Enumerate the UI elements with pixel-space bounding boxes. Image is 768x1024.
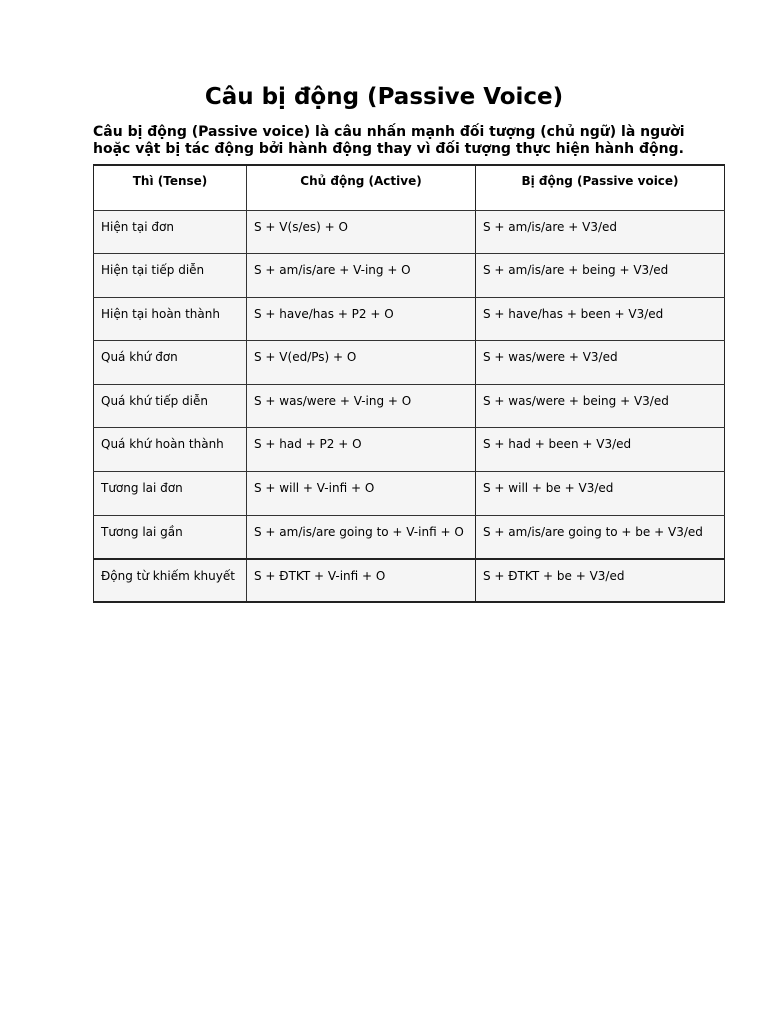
cell-active: S + am/is/are + V-ing + O [247,254,476,298]
table-row [94,428,725,472]
table-header-row [94,165,725,210]
passive-voice-table [93,164,725,603]
cell-tense: Tương lai đơn [94,472,247,516]
cell-active: S + am/is/are going to + V-infi + O [247,515,476,559]
page-title: Câu bị động (Passive Voice) [204,84,564,110]
cell-active: S + was/were + V-ing + O [247,384,476,428]
cell-tense: Hiện tại tiếp diễn [94,254,247,298]
header-tense: Thì (Tense) [94,165,247,210]
cell-passive: S + was/were + V3/ed [476,341,725,385]
cell-passive: S + am/is/are + V3/ed [476,210,725,254]
cell-active: S + have/has + P2 + O [247,297,476,341]
cell-passive: S + was/were + being + V3/ed [476,384,725,428]
cell-active: S + ĐTKT + V-infi + O [247,559,476,603]
cell-tense: Quá khứ tiếp diễn [94,384,247,428]
cell-tense: Quá khứ đơn [94,341,247,385]
table-row [94,341,725,385]
cell-active: S + V(s/es) + O [247,210,476,254]
cell-tense: Động từ khiếm khuyết [94,559,247,603]
table-row [94,254,725,298]
cell-active: S + V(ed/Ps) + O [247,341,476,385]
cell-passive: S + ĐTKT + be + V3/ed [476,559,725,603]
cell-tense: Hiện tại hoàn thành [94,297,247,341]
header-passive: Bị động (Passive voice) [476,165,725,210]
table-row [94,515,725,559]
table-row [94,297,725,341]
table-row [94,210,725,254]
table-row [94,384,725,428]
cell-active: S + had + P2 + O [247,428,476,472]
cell-tense: Tương lai gần [94,515,247,559]
cell-passive: S + had + been + V3/ed [476,428,725,472]
cell-passive: S + will + be + V3/ed [476,472,725,516]
table-row [94,472,725,516]
cell-tense: Quá khứ hoàn thành [94,428,247,472]
header-active: Chủ động (Active) [247,165,476,210]
cell-tense: Hiện tại đơn [94,210,247,254]
table-row [94,559,725,603]
intro-paragraph: Câu bị động (Passive voice) là câu nhấn mạnh đối tượng (chủ ngữ) là người hoặc vật bị tác động bởi hành động thay vì đối tượng thực hiện hành động. [93,124,685,157]
cell-passive: S + am/is/are + being + V3/ed [476,254,725,298]
cell-passive: S + am/is/are going to + be + V3/ed [476,515,725,559]
cell-passive: S + have/has + been + V3/ed [476,297,725,341]
cell-active: S + will + V-infi + O [247,472,476,516]
